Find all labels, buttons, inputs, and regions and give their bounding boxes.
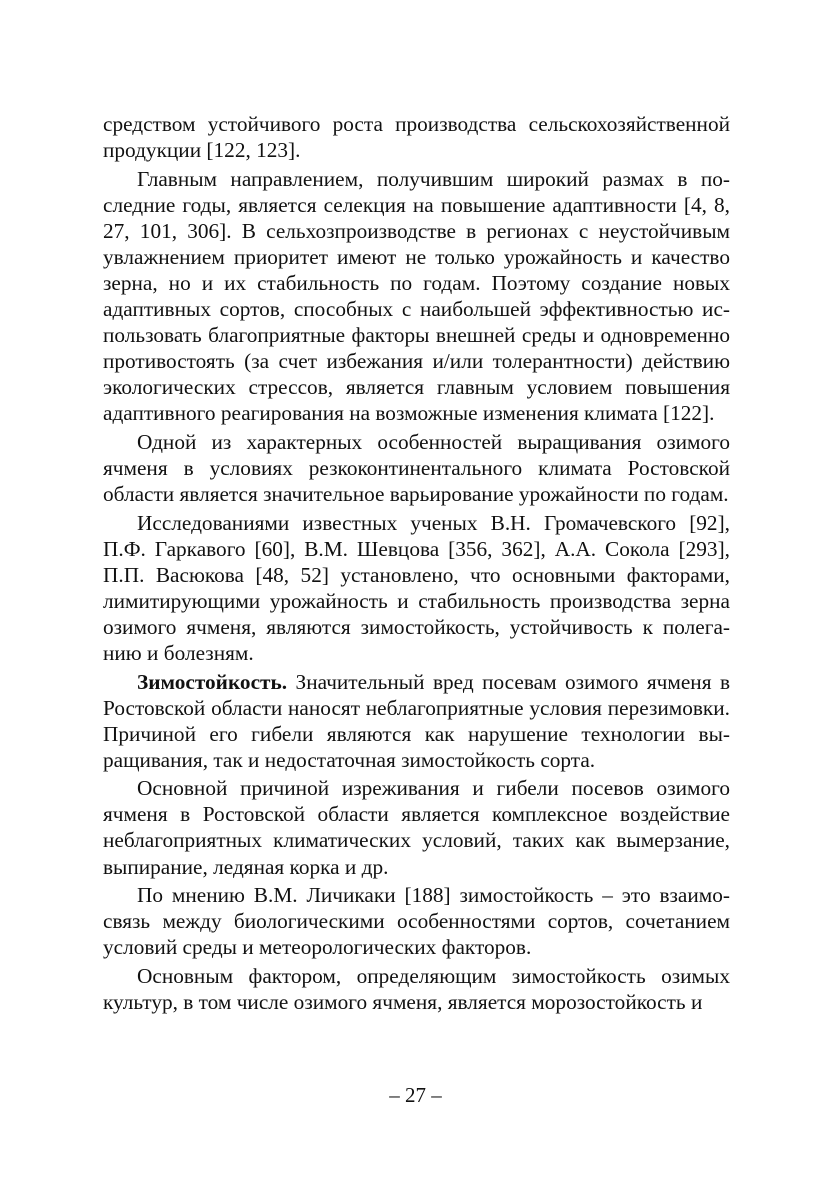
paragraph-7-text: По мнению В.М. Личикаки [188] зимостойкость – это взаимосвязь между биологическими особенностями сортов, сочетанием условий среды и метеорологических факторов. xyxy=(103,883,730,960)
paragraph-4-text: Исследованиями известных ученых В.Н. Громачевского [92], П.Ф. Гаркавого [60], В.М. Шевцова [356, 362], А.А. Сокола [293], П.П. Васюкова [48, 52] установлено, что основными факторами, лимитирующими урожайность и стабильность производства зерна озимого ячменя, являются зимостойкость, устойчивость к полеганию и болезням. xyxy=(103,510,730,666)
paragraph-1-text: средством устойчивого роста производства сельскохозяйственной продукции [122, 123]. xyxy=(103,112,730,163)
paragraph-8-text: Основным фактором, определяющим зимостойкость озимых культур, в том числе озимого ячменя, является морозостойкость и xyxy=(103,963,730,1014)
paragraph-1 xyxy=(103,111,730,163)
paragraph-7 xyxy=(103,882,730,960)
paragraph-8 xyxy=(103,963,730,1015)
paragraph-4 xyxy=(103,510,730,667)
paragraph-5-text: Значительный вред посевам озимого ячменя в Ростовской области наносят неблагоприятные условия перезимовки. Причиной его гибели являются как нарушение технологии выращивания, так и недостаточная зимостойкость сорта. xyxy=(103,669,730,772)
paragraph-6 xyxy=(103,775,730,879)
page-body xyxy=(103,111,730,1017)
paragraph-3 xyxy=(103,429,730,507)
paragraph-2-text: Главным направлением, получившим широкий размах в последние годы, является селекция на повышение адаптивности [4, 8, 27, 101, 306]. В сельхозпроизводстве в регионах с неустойчивым увлажнением приоритет имеют не только урожайность и качество зерна, но и их стабильность по годам. Поэтому создание новых адаптивных сортов, способных с наибольшей эффективностью использовать благоприятные факторы внешней среды и одновременно противостоять (за счет избежания и/или толерантности) действию экологических стрессов, является главным условием повышения адаптивного реагирования на возможные изменения климата [122]. xyxy=(103,166,730,426)
paragraph-2 xyxy=(103,166,730,427)
paragraph-3-text: Одной из характерных особенностей выращивания озимого ячменя в условиях резкоконтинентального климата Ростовской области является значительное варьирование урожайности по годам. xyxy=(103,429,730,507)
paragraph-5 xyxy=(103,669,730,773)
paragraph-6-text: Основной причиной изреживания и гибели посевов озимого ячменя в Ростовской области является комплексное воздействие неблагоприятных климатических условий, таких как вымерзание, выпирание, ледяная корка и др. xyxy=(103,776,730,879)
section-heading-winter-hardiness: Зимостойкость. xyxy=(137,669,288,694)
page-number: – 27 – xyxy=(389,1083,442,1107)
